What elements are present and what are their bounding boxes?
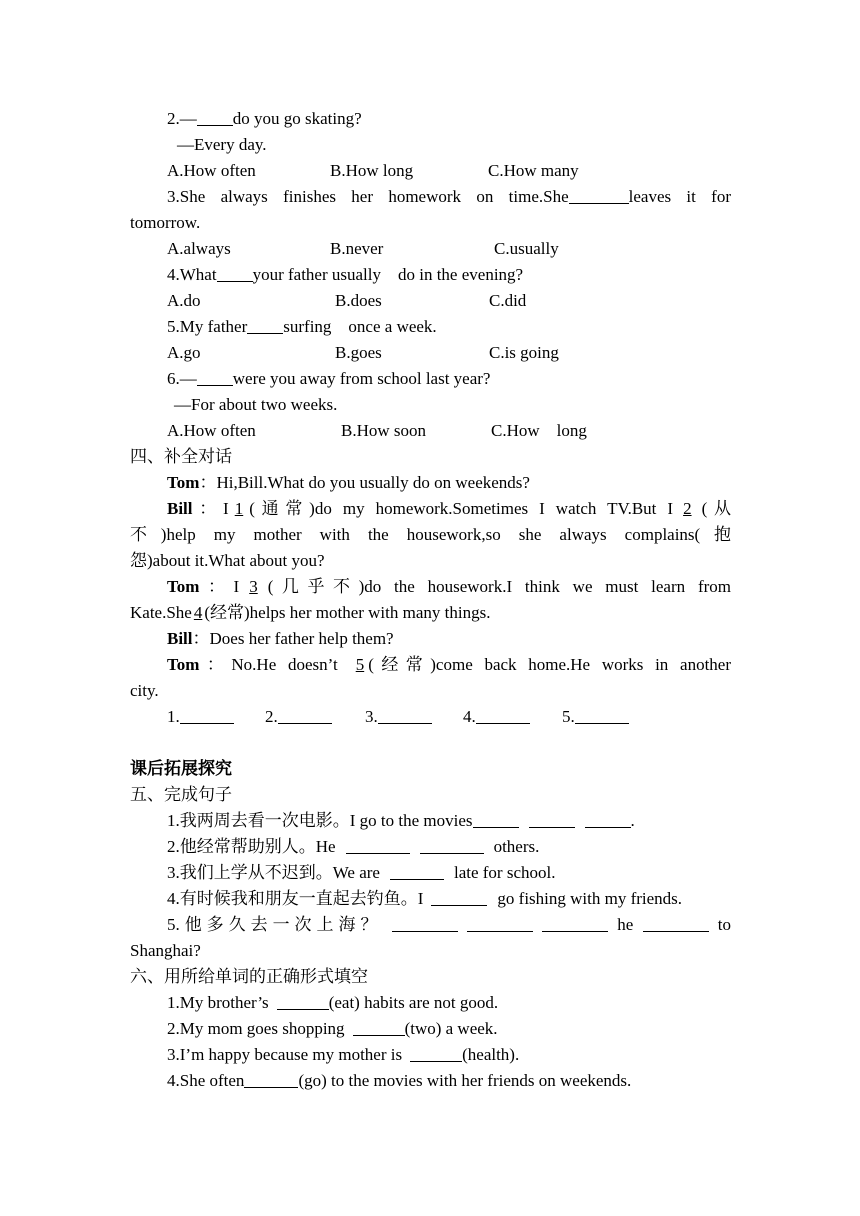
section-4-title: 四、补全对话 bbox=[130, 447, 232, 466]
q4-prefix: 4.What bbox=[167, 265, 217, 284]
dialog-bill-1 bbox=[130, 496, 731, 522]
answer-blanks-row bbox=[130, 704, 731, 730]
fill-6-2: 2.My mom goes shopping (two) a week. bbox=[167, 1019, 498, 1038]
blank-number-5: 5 bbox=[355, 655, 365, 674]
q5-text: surfing once a week. bbox=[283, 317, 437, 336]
q2-reply: —Every day. bbox=[177, 135, 267, 154]
q2-text: do you go skating? bbox=[232, 109, 362, 128]
speaker-tom: Tom bbox=[167, 473, 200, 492]
q2-prefix: 2.— bbox=[167, 109, 197, 128]
tom-line-2c: Kate.She bbox=[130, 603, 192, 622]
q3-option-b: B.never bbox=[330, 239, 384, 258]
q5-option-c: C.is going bbox=[489, 343, 559, 362]
speaker-bill: Bill bbox=[167, 499, 193, 518]
q6-reply: —For about two weeks. bbox=[174, 395, 338, 414]
dialog-tom-3-end: city. bbox=[130, 681, 159, 700]
section-6-title: 六、用所给单词的正确形式填空 bbox=[130, 967, 368, 986]
speaker-tom: Tom bbox=[167, 655, 200, 674]
q6-option-b: B.How soon bbox=[341, 421, 427, 440]
speaker-bill: Bill bbox=[167, 629, 193, 648]
q2-blank bbox=[197, 107, 233, 126]
dialog-bill-2 bbox=[130, 626, 731, 652]
blank-number-1: 1 bbox=[234, 499, 244, 518]
fill-6-3: 3.I’m happy because my mother is (health). bbox=[167, 1045, 520, 1064]
fill-6-1: 1.My brother’s (eat) habits are not good. bbox=[167, 993, 499, 1012]
question-5 bbox=[130, 314, 731, 340]
dialog-tom-1 bbox=[130, 470, 731, 496]
tom-line-2d: (经常)helps her mother with many things. bbox=[204, 603, 491, 622]
blank-number-2: 2 bbox=[683, 499, 692, 518]
question-3 bbox=[130, 184, 731, 210]
bill-line-2: ：Does her father help them? bbox=[192, 629, 394, 648]
q2-option-b: B.How long bbox=[330, 161, 414, 180]
speaker-tom: Tom bbox=[167, 577, 200, 596]
sentence-5-5: 5.他多久去一次上海？ he to bbox=[167, 915, 732, 934]
q5-options bbox=[130, 340, 731, 366]
dialog-tom-2 bbox=[130, 574, 731, 600]
question-2 bbox=[130, 106, 731, 132]
q6-option-a: A.How often bbox=[167, 421, 256, 440]
sentence-5-5-end: Shanghai? bbox=[130, 941, 201, 960]
dialog-bill-1-cont: 不)help my mother with the housework,so she always complains(抱 bbox=[130, 525, 731, 544]
q4-options bbox=[130, 288, 731, 314]
q4-text: your father usually do in the evening? bbox=[252, 265, 524, 284]
q5-option-b: B.goes bbox=[335, 343, 382, 362]
q2-option-c: C.How many bbox=[488, 161, 579, 180]
fill-6-4: 4.She often (go) to the movies with her friends on weekends. bbox=[167, 1071, 632, 1090]
q3-tail: leaves it for bbox=[628, 187, 732, 206]
sentence-5-1: 1.我两周去看一次电影。I go to the movies . bbox=[167, 811, 635, 830]
tom-line-3a: ：No.He doesn’t bbox=[199, 655, 338, 674]
q5-prefix: 5.My father bbox=[167, 317, 248, 336]
blank-number-4: 4 bbox=[193, 603, 203, 622]
q3-option-a: A.always bbox=[167, 239, 231, 258]
sentence-5-3: 3.我们上学从不迟到。We are late for school. bbox=[167, 863, 556, 882]
tom-line-2a: ：I bbox=[199, 577, 240, 596]
answer-blank-2: 2. bbox=[265, 704, 332, 730]
bill-line-1b: (通常)do my homework.Sometimes I watch TV.But I bbox=[249, 499, 674, 518]
q3-options bbox=[130, 236, 731, 262]
q3-blank bbox=[569, 185, 629, 204]
q2-option-a: A.How often bbox=[167, 161, 256, 180]
q6-option-c: C.How long bbox=[491, 421, 587, 440]
dialog-bill-1-end: 怨)about it.What about you? bbox=[130, 551, 325, 570]
q5-blank bbox=[247, 315, 283, 334]
question-6 bbox=[130, 366, 731, 392]
answer-blank-3: 3. bbox=[365, 704, 432, 730]
tom-line-1: ：Hi,Bill.What do you usually do on weekends? bbox=[199, 473, 530, 492]
q5-option-a: A.go bbox=[167, 343, 201, 362]
sentence-5-2: 2.他经常帮助别人。He others. bbox=[167, 837, 540, 856]
tom-line-2b: (几乎不)do the housework.I think we must learn from bbox=[267, 577, 731, 596]
question-4 bbox=[130, 262, 731, 288]
section-5-title: 五、完成句子 bbox=[130, 785, 232, 804]
bill-line-1c: (从 bbox=[701, 499, 731, 518]
blank-number-3: 3 bbox=[249, 577, 258, 596]
q2-options bbox=[130, 158, 731, 184]
extension-heading: 课后拓展探究 bbox=[130, 759, 232, 778]
q6-options bbox=[130, 418, 731, 444]
q3-option-c: C.usually bbox=[494, 239, 559, 258]
bill-line-1a: ：I bbox=[192, 499, 229, 518]
answer-blank-1: 1. bbox=[167, 704, 234, 730]
q4-blank bbox=[217, 263, 253, 282]
q4-option-c: C.did bbox=[489, 291, 527, 310]
answer-blank-4: 4. bbox=[463, 704, 530, 730]
q4-option-a: A.do bbox=[167, 291, 201, 310]
answer-blank-5: 5. bbox=[562, 704, 629, 730]
q6-blank bbox=[197, 367, 233, 386]
q4-option-b: B.does bbox=[335, 291, 382, 310]
q6-text: were you away from school last year? bbox=[232, 369, 491, 388]
q3-lead: 3.She always finishes her homework on time.She bbox=[167, 187, 569, 206]
q6-prefix: 6.— bbox=[167, 369, 197, 388]
sentence-5-4: 4.有时候我和朋友一直起去钓鱼。I go fishing with my friends. bbox=[167, 889, 683, 908]
q3-continuation: tomorrow. bbox=[130, 213, 201, 232]
tom-line-3b: (经常)come back home.He works in another bbox=[368, 655, 732, 674]
dialog-tom-3 bbox=[130, 652, 731, 678]
dialog-tom-2-cont bbox=[130, 600, 731, 626]
